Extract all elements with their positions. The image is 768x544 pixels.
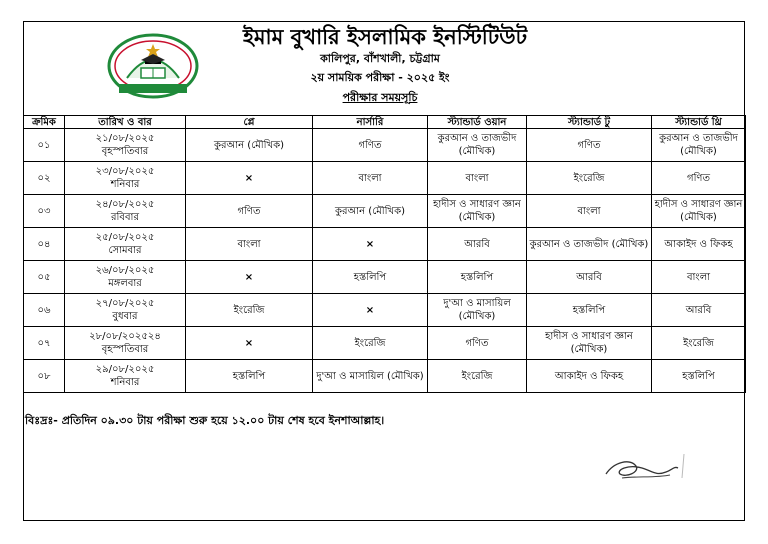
table-row — [24, 261, 746, 294]
cell-date-day — [65, 162, 186, 195]
cell-day: শনিবার — [110, 377, 140, 388]
cell-play: কুরআন (মৌখিক) — [186, 129, 313, 162]
cell-standard-one: কুরআন ও তাজভীদ (মৌখিক) — [428, 129, 527, 162]
cell-play: গণিত — [186, 195, 313, 228]
cell-date: ২১/০৮/২০২৫ — [95, 133, 155, 144]
cell-serial: ০২ — [24, 162, 65, 195]
cell-date: ২৮/০৮/২০২৫২৪ — [89, 331, 161, 342]
cell-day: বৃহস্পতিবার — [101, 146, 149, 157]
cell-standard-three: ইংরেজি — [652, 327, 746, 360]
cell-serial: ০৬ — [24, 294, 65, 327]
cell-standard-one: আরবি — [428, 228, 527, 261]
cell-standard-one: হস্তলিপি — [428, 261, 527, 294]
cell-standard-two: আরবি — [527, 261, 652, 294]
cell-standard-three: আরবি — [652, 294, 746, 327]
table-row — [24, 129, 746, 162]
cell-day: মঙ্গলবার — [108, 278, 142, 289]
cell-standard-two: কুরআন ও তাজভীদ (মৌখিক) — [527, 228, 652, 261]
table-row — [24, 294, 746, 327]
cell-nursery: দু'আ ও মাসায়িল (মৌখিক) — [313, 360, 428, 393]
cell-nursery: ইংরেজি — [313, 327, 428, 360]
cell-play: বাংলা — [186, 228, 313, 261]
exam-routine-table — [23, 115, 746, 393]
col-header-standard-one: স্ট্যান্ডার্ড ওয়ান — [428, 116, 527, 129]
table-row — [24, 327, 746, 360]
notice-text: বিঃদ্রঃ- প্রতিদিন ০৯.৩০ টায় পরীক্ষা শুরু হয়ে ১২.০০ টায় শেষ হবে ইনশাআল্লাহ। — [25, 414, 385, 427]
institute-logo — [105, 30, 201, 102]
cell-day: শনিবার — [110, 179, 140, 190]
cell-standard-two: বাংলা — [527, 195, 652, 228]
table-body — [24, 129, 746, 393]
cell-standard-one: দু'আ ও মাসায়িল (মৌখিক) — [428, 294, 527, 327]
cell-date-day — [65, 327, 186, 360]
cell-nursery: হস্তলিপি — [313, 261, 428, 294]
cell-nursery: গণিত — [313, 129, 428, 162]
cell-standard-two: গণিত — [527, 129, 652, 162]
cell-date: ২৫/০৮/২০২৫ — [95, 232, 155, 243]
cell-date: ২৬/০৮/২০২৫ — [95, 265, 155, 276]
cell-standard-three: গণিত — [652, 162, 746, 195]
table-row — [24, 360, 746, 393]
cell-standard-three: হাদীস ও সাধারণ জ্ঞান (মৌখিক) — [652, 195, 746, 228]
cell-standard-two: ইংরেজি — [527, 162, 652, 195]
col-header-serial: ক্রমিক — [24, 116, 65, 129]
cell-play: × — [186, 327, 313, 360]
cell-date-day — [65, 360, 186, 393]
cell-serial: ০৫ — [24, 261, 65, 294]
cell-standard-three: বাংলা — [652, 261, 746, 294]
cell-date-day — [65, 228, 186, 261]
cell-date: ২৯/০৮/২০২৫ — [95, 364, 155, 375]
cell-nursery: বাংলা — [313, 162, 428, 195]
cell-standard-one: হাদীস ও সাধারণ জ্ঞান (মৌখিক) — [428, 195, 527, 228]
cell-date: ২৭/০৮/২০২৫ — [95, 298, 155, 309]
col-header-standard-two: স্ট্যান্ডার্ড টু — [527, 116, 652, 129]
institute-address: কালিপুর, বাঁশখালী, চট্টগ্রাম — [320, 52, 440, 65]
exam-name: ২য় সাময়িক পরীক্ষা - ২০২৫ ইং — [310, 71, 450, 84]
cell-serial: ০৩ — [24, 195, 65, 228]
cell-play: ইংরেজি — [186, 294, 313, 327]
cell-play: × — [186, 261, 313, 294]
table-header — [24, 116, 746, 129]
cell-nursery: × — [313, 294, 428, 327]
cell-standard-three: কুরআন ও তাজভীদ (মৌখিক) — [652, 129, 746, 162]
cell-date-day — [65, 294, 186, 327]
cell-serial: ০৭ — [24, 327, 65, 360]
cell-date-day — [65, 261, 186, 294]
cell-standard-one: বাংলা — [428, 162, 527, 195]
cell-standard-three: হস্তলিপি — [652, 360, 746, 393]
cell-play: × — [186, 162, 313, 195]
cell-standard-one: গণিত — [428, 327, 527, 360]
col-header-nursery: নার্সারি — [313, 116, 428, 129]
cell-date: ২৩/০৮/২০২৫ — [95, 166, 155, 177]
schedule-title: পরীক্ষার সময়সূচি — [342, 91, 418, 104]
cell-standard-two: আকাইদ ও ফিকহ — [527, 360, 652, 393]
cell-date-day — [65, 129, 186, 162]
cell-nursery: কুরআন (মৌখিক) — [313, 195, 428, 228]
cell-serial: ০১ — [24, 129, 65, 162]
cell-play: হস্তলিপি — [186, 360, 313, 393]
cell-nursery: × — [313, 228, 428, 261]
cell-standard-two: হস্তলিপি — [527, 294, 652, 327]
cell-date-day — [65, 195, 186, 228]
signature — [586, 448, 698, 488]
table-row — [24, 228, 746, 261]
col-header-play: প্লে — [186, 116, 313, 129]
institute-name: ইমাম বুখারি ইসলামিক ইনস্টিটিউট — [242, 24, 528, 49]
cell-day: বৃহস্পতিবার — [101, 344, 149, 355]
cell-standard-three: আকাইদ ও ফিকহ — [652, 228, 746, 261]
table-row — [24, 162, 746, 195]
cell-standard-one: ইংরেজি — [428, 360, 527, 393]
cell-day: বুধবার — [112, 311, 138, 322]
cell-serial: ০৮ — [24, 360, 65, 393]
col-header-standard-three: স্ট্যান্ডার্ড থ্রি — [652, 116, 746, 129]
header-row — [24, 116, 746, 129]
cell-day: রবিবার — [111, 212, 139, 223]
col-header-date: তারিখ ও বার — [65, 116, 186, 129]
table-row — [24, 195, 746, 228]
cell-standard-two: হাদীস ও সাধারণ জ্ঞান (মৌখিক) — [527, 327, 652, 360]
cell-serial: ০৪ — [24, 228, 65, 261]
cell-day: সোমবার — [108, 245, 142, 256]
cell-date: ২৪/০৮/২০২৫ — [95, 199, 155, 210]
